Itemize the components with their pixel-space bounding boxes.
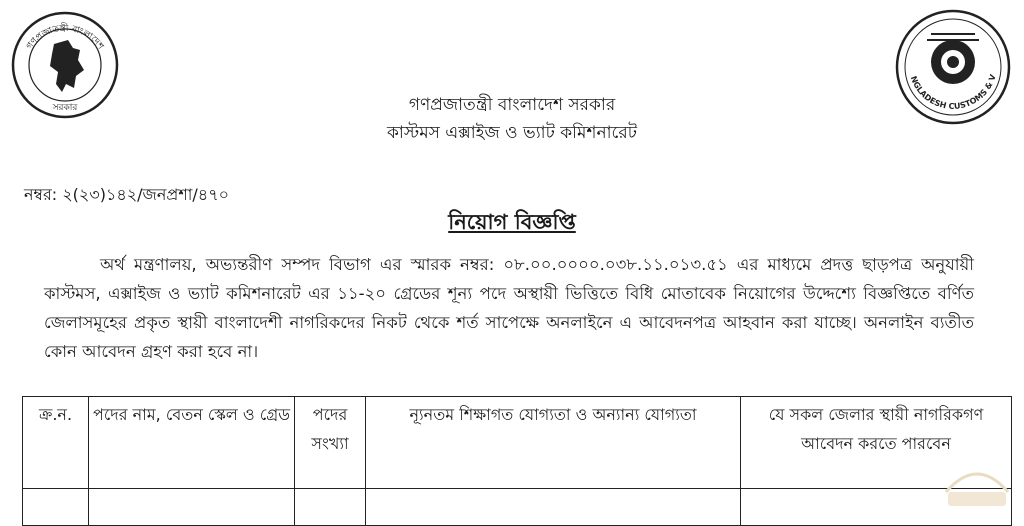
table-row xyxy=(23,489,1012,526)
table-cell xyxy=(366,489,741,526)
svg-text:গণপ্রজাতন্ত্রী বাংলাদেশ: গণপ্রজাতন্ত্রী বাংলাদেশ xyxy=(24,23,106,52)
table-cell xyxy=(295,489,366,526)
watermark-icon xyxy=(938,452,1016,512)
vacancy-table xyxy=(22,396,1012,526)
customs-seal-text: NGLADESH CUSTOMS & V xyxy=(908,73,998,111)
col-qualification-header: ন্যূনতম শিক্ষাগত যোগ্যতা ও অন্যান্য যোগ্যতা xyxy=(366,397,741,489)
col-post-name-header: পদের নাম, বেতন স্কেল ও গ্রেড xyxy=(89,397,295,489)
notice-title: নিয়োগ বিজ্ঞপ্তি xyxy=(448,210,576,234)
col-serial-header: ক্র.ন. xyxy=(23,397,89,489)
table-cell xyxy=(89,489,295,526)
memo-number: নম্বর: ২(২৩)১৪২/জনপ্রশা/৪৭০ xyxy=(24,185,229,204)
table-cell xyxy=(23,489,89,526)
svg-text:সরকার: সরকার xyxy=(52,103,78,113)
table-header-row xyxy=(23,397,1012,489)
notice-body-paragraph: অর্থ মন্ত্রণালয়, অভ্যন্তরীণ সম্পদ বিভাগ এর স্মারক নম্বর: ০৮.০০.০০০০.০৩৮.১১.০১৩.৫১ এর মাধ্যমে প্রদত্ত ছাড়পত্র অনুযায়ী কাস্টমস, এক্সাইজ ও ভ্যাট কমিশনারেট এর ১১-২০ গ্রেডের শূন্য পদে অস্থায়ী ভিত্তিতে বিধি মোতাবেক নিয়োগের উদ্দেশ্যে বিজ্ঞপ্তিতে বর্ণিত জেলাসমূহের প্রকৃত স্থায়ী বাংলাদেশী নাগরিকদের নিকট থেকে শর্ত সাপেক্ষে অনলাইনে এ আবেদনপত্র আহবান করা যাচ্ছে। অনলাইন ব্যতীত কোন আবেদন গ্রহণ করা হবে না। xyxy=(44,255,974,361)
col-post-count-header: পদের সংখ্যা xyxy=(295,397,366,489)
col-eligible-districts-header: যে সকল জেলার স্থায়ী নাগরিকগণ আবেদন করতে পারবেন xyxy=(741,397,1012,489)
government-name: গণপ্রজাতন্ত্রী বাংলাদেশ সরকার xyxy=(408,95,616,115)
office-name: কাস্টমস এক্সাইজ ও ভ্যাট কমিশনারেট xyxy=(386,123,638,143)
